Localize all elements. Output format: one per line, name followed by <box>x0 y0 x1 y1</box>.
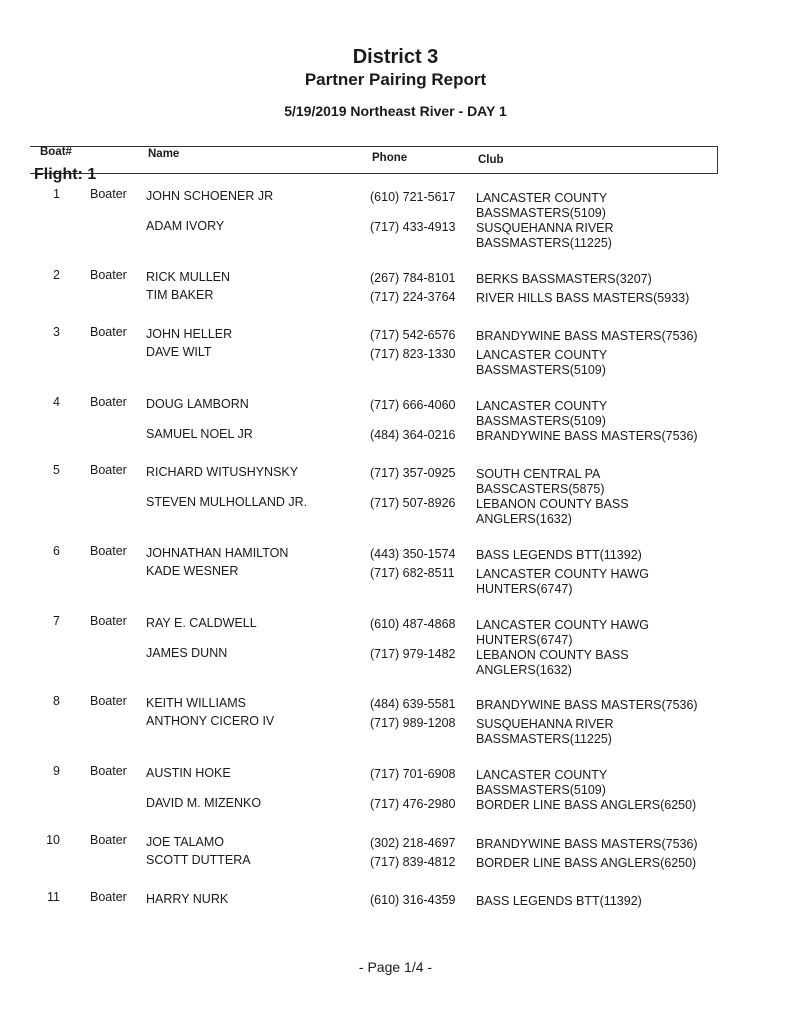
partner-name: STEVEN MULHOLLAND JR. <box>146 495 308 509</box>
boater-name: JOHN HELLER <box>146 327 233 341</box>
partner-phone: (717) 989-1208 <box>370 716 456 730</box>
partner-phone: (717) 507-8926 <box>370 496 456 510</box>
boat-number: 11 <box>47 890 60 904</box>
boat-number: 1 <box>53 187 60 201</box>
boater-club: BASS LEGENDS BTT(11392) <box>476 548 642 562</box>
event-line: 5/19/2019 Northeast River - DAY 1 <box>284 103 507 119</box>
boater-name: RICK MULLEN <box>146 270 231 284</box>
boat-number: 7 <box>53 614 60 628</box>
boater-club: BRANDYWINE BASS MASTERS(7536) <box>476 698 698 712</box>
col-header-boat: Boat# <box>40 146 72 158</box>
partner-club: RIVER HILLS BASS MASTERS(5933) <box>476 291 690 305</box>
boat-number: 4 <box>53 395 60 409</box>
partner-phone: (717) 979-1482 <box>370 647 456 661</box>
partner-name: TIM BAKER <box>146 288 214 302</box>
boater-name: JOHNATHAN HAMILTON <box>146 546 289 560</box>
boater-club: SOUTH CENTRAL PA BASSCASTERS(5875) <box>476 467 605 496</box>
boater-phone: (610) 316-4359 <box>370 893 456 907</box>
boat-number: 10 <box>46 833 60 847</box>
partner-phone: (717) 839-4812 <box>370 855 456 869</box>
boater-phone: (717) 666-4060 <box>370 398 456 412</box>
boater-club: BRANDYWINE BASS MASTERS(7536) <box>476 329 698 343</box>
boater-name: HARRY NURK <box>146 892 229 906</box>
boater-role: Boater <box>90 544 127 558</box>
boater-phone: (443) 350-1574 <box>370 547 456 561</box>
boater-role: Boater <box>90 764 127 778</box>
boater-name: RICHARD WITUSHYNSKY <box>146 465 299 479</box>
flight-label: Flight: 1 <box>34 166 97 183</box>
boater-role: Boater <box>90 325 127 339</box>
partner-name: KADE WESNER <box>146 564 239 578</box>
col-header-club: Club <box>478 154 504 166</box>
partner-phone: (484) 364-0216 <box>370 428 456 442</box>
boat-number: 9 <box>53 764 60 778</box>
boater-phone: (717) 542-6576 <box>370 328 456 342</box>
partner-club: SUSQUEHANNA RIVER BASSMASTERS(11225) <box>476 717 614 746</box>
table-row <box>0 325 791 395</box>
boater-club: LANCASTER COUNTY BASSMASTERS(5109) <box>476 191 608 220</box>
partner-phone: (717) 823-1330 <box>370 347 456 361</box>
boater-phone: (717) 701-6908 <box>370 767 456 781</box>
boater-phone: (302) 218-4697 <box>370 836 456 850</box>
partner-club: LANCASTER COUNTY HAWG HUNTERS(6747) <box>476 567 649 596</box>
partner-name: JAMES DUNN <box>146 646 228 660</box>
boater-role: Boater <box>90 614 127 628</box>
table-row <box>0 890 791 960</box>
boater-name: JOE TALAMO <box>146 835 225 849</box>
partner-club: LANCASTER COUNTY BASSMASTERS(5109) <box>476 348 608 377</box>
boater-club: LANCASTER COUNTY BASSMASTERS(5109) <box>476 399 608 428</box>
table-row <box>0 614 791 684</box>
partner-name: ANTHONY CICERO IV <box>146 714 275 728</box>
partner-club: SUSQUEHANNA RIVER BASSMASTERS(11225) <box>476 221 614 250</box>
partner-name: DAVE WILT <box>146 345 212 359</box>
boater-phone: (484) 639-5581 <box>370 697 456 711</box>
boater-name: KEITH WILLIAMS <box>146 696 247 710</box>
boat-number: 5 <box>53 463 60 477</box>
partner-club: BRANDYWINE BASS MASTERS(7536) <box>476 429 698 443</box>
boater-club: BASS LEGENDS BTT(11392) <box>476 894 642 908</box>
boater-role: Boater <box>90 395 127 409</box>
boater-phone: (267) 784-8101 <box>370 271 456 285</box>
partner-phone: (717) 224-3764 <box>370 290 456 304</box>
boater-name: JOHN SCHOENER JR <box>146 189 274 203</box>
partner-phone: (717) 682-8511 <box>370 566 455 580</box>
partner-club: LEBANON COUNTY BASS ANGLERS(1632) <box>476 497 629 526</box>
table-row <box>0 395 791 465</box>
col-header-phone: Phone <box>372 152 408 164</box>
boater-club: LANCASTER COUNTY HAWG HUNTERS(6747) <box>476 618 649 647</box>
boater-club: LANCASTER COUNTY BASSMASTERS(5109) <box>476 768 608 797</box>
report-subtitle: Partner Pairing Report <box>304 70 487 89</box>
col-header-name: Name <box>148 148 180 160</box>
boater-phone: (610) 721-5617 <box>370 190 456 204</box>
partner-name: SAMUEL NOEL JR <box>146 427 253 441</box>
partner-name: DAVID M. MIZENKO <box>146 796 262 810</box>
boater-role: Boater <box>90 694 127 708</box>
boat-number: 8 <box>53 694 60 708</box>
page-number: - Page 1/4 - <box>358 959 433 975</box>
boater-name: RAY E. CALDWELL <box>146 616 257 630</box>
report-title: District 3 <box>352 46 439 68</box>
boater-club: BRANDYWINE BASS MASTERS(7536) <box>476 837 698 851</box>
partner-club: BORDER LINE BASS ANGLERS(6250) <box>476 798 697 812</box>
partner-name: ADAM IVORY <box>146 219 225 233</box>
partner-phone: (717) 476-2980 <box>370 797 456 811</box>
table-row <box>0 764 791 834</box>
boat-number: 3 <box>53 325 60 339</box>
partner-name: SCOTT DUTTERA <box>146 853 251 867</box>
partner-club: LEBANON COUNTY BASS ANGLERS(1632) <box>476 648 629 677</box>
table-row <box>0 463 791 533</box>
boater-role: Boater <box>90 463 127 477</box>
boater-name: DOUG LAMBORN <box>146 397 249 411</box>
table-row <box>0 694 791 764</box>
boat-number: 6 <box>53 544 60 558</box>
boat-number: 2 <box>53 268 60 282</box>
boater-role: Boater <box>90 268 127 282</box>
boater-name: AUSTIN HOKE <box>146 766 231 780</box>
partner-phone: (717) 433-4913 <box>370 220 456 234</box>
boater-role: Boater <box>90 187 127 201</box>
boater-role: Boater <box>90 890 127 904</box>
boater-phone: (717) 357-0925 <box>370 466 456 480</box>
partner-club: BORDER LINE BASS ANGLERS(6250) <box>476 856 697 870</box>
table-row <box>0 187 791 257</box>
boater-role: Boater <box>90 833 127 847</box>
table-row <box>0 544 791 614</box>
boater-phone: (610) 487-4868 <box>370 617 456 631</box>
boater-club: BERKS BASSMASTERS(3207) <box>476 272 652 286</box>
